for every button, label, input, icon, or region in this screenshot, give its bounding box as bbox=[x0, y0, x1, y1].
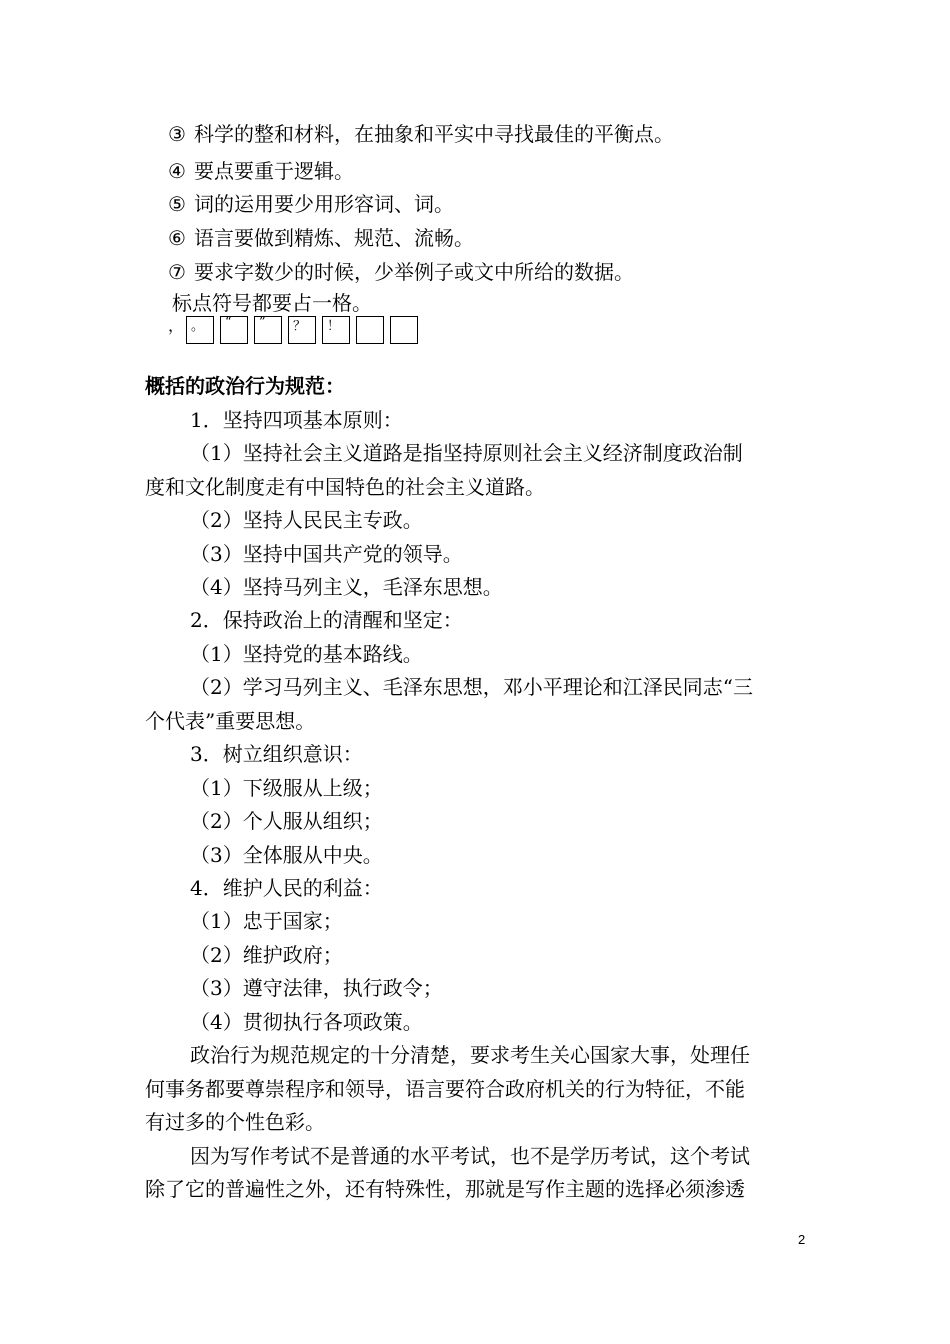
tip-item-5 bbox=[168, 190, 454, 218]
numbered-heading: 3．树立组织意识： bbox=[190, 742, 363, 766]
punctuation-box: ” bbox=[254, 316, 282, 344]
punctuation-box-row bbox=[168, 315, 418, 344]
tip-number: ⑦ bbox=[168, 260, 186, 284]
body-line: （3）坚持中国共产党的领导。 bbox=[190, 542, 463, 566]
body-line: （1）坚持社会主义道路是指坚持原则社会主义经济制度政治制 bbox=[190, 441, 743, 465]
page-number: 2 bbox=[798, 1232, 806, 1247]
tip-text: 词的运用要少用形容词、词。 bbox=[194, 192, 454, 216]
body-line: （2）个人服从组织； bbox=[190, 809, 383, 833]
body-line: 政治行为规范规定的十分清楚，要求考生关心国家大事，处理任 bbox=[190, 1043, 750, 1067]
body-line: （1）下级服从上级； bbox=[190, 776, 383, 800]
tip-text: 语言要做到精炼、规范、流畅。 bbox=[194, 226, 474, 250]
tip-number: ③ bbox=[168, 122, 186, 146]
body-line: （3）遵守法律，执行政令； bbox=[190, 976, 443, 1000]
tip-item-4 bbox=[168, 157, 354, 185]
punctuation-note: 标点符号都要占一格。 bbox=[172, 291, 372, 315]
body-line: 除了它的普遍性之外，还有特殊性，那就是写作主题的选择必须渗透 bbox=[145, 1177, 745, 1201]
tip-text: 要求字数少的时候，少举例子或文中所给的数据。 bbox=[194, 260, 634, 284]
tip-text: 要点要重于逻辑。 bbox=[194, 159, 354, 183]
body-line: （2）维护政府； bbox=[190, 943, 343, 967]
tip-number: ⑤ bbox=[168, 192, 186, 216]
body-line: 个代表”重要思想。 bbox=[145, 709, 316, 733]
body-line: 因为写作考试不是普通的水平考试，也不是学历考试，这个考试 bbox=[190, 1144, 750, 1168]
body-line: （2）坚持人民民主专政。 bbox=[190, 508, 423, 532]
body-line: （4）坚持马列主义，毛泽东思想。 bbox=[190, 575, 503, 599]
tip-number: ⑥ bbox=[168, 226, 186, 250]
body-line: （1）坚持党的基本路线。 bbox=[190, 642, 423, 666]
tip-item-7 bbox=[168, 258, 634, 286]
punctuation-box: ！ bbox=[322, 316, 350, 344]
body-line: （1）忠于国家； bbox=[190, 909, 343, 933]
tip-item-3 bbox=[168, 120, 674, 148]
punctuation-box: ？ bbox=[288, 316, 316, 344]
body-line: （2）学习马列主义、毛泽东思想，邓小平理论和江泽民同志“三 bbox=[190, 675, 753, 699]
section-heading: 概括的政治行为规范： bbox=[145, 374, 345, 398]
numbered-heading: 1．坚持四项基本原则： bbox=[190, 408, 403, 432]
punctuation-box bbox=[356, 316, 384, 344]
tip-number: ④ bbox=[168, 159, 186, 183]
punctuation-lead: ， bbox=[168, 316, 185, 335]
body-line: 有过多的个性色彩。 bbox=[145, 1110, 325, 1134]
numbered-heading: 2．保持政治上的清醒和坚定： bbox=[190, 608, 463, 632]
numbered-heading: 4．维护人民的利益： bbox=[190, 876, 383, 900]
body-line: （3）全体服从中央。 bbox=[190, 843, 383, 867]
tip-item-6 bbox=[168, 224, 474, 252]
body-line: （4）贯彻执行各项政策。 bbox=[190, 1010, 423, 1034]
punctuation-box: 。 bbox=[186, 316, 214, 344]
body-line: 何事务都要尊崇程序和领导，语言要符合政府机关的行为特征，不能 bbox=[145, 1077, 745, 1101]
body-line: 度和文化制度走有中国特色的社会主义道路。 bbox=[145, 475, 545, 499]
punctuation-box: “ bbox=[220, 316, 248, 344]
tip-text: 科学的整和材料，在抽象和平实中寻找最佳的平衡点。 bbox=[194, 122, 674, 146]
punctuation-box bbox=[390, 316, 418, 344]
